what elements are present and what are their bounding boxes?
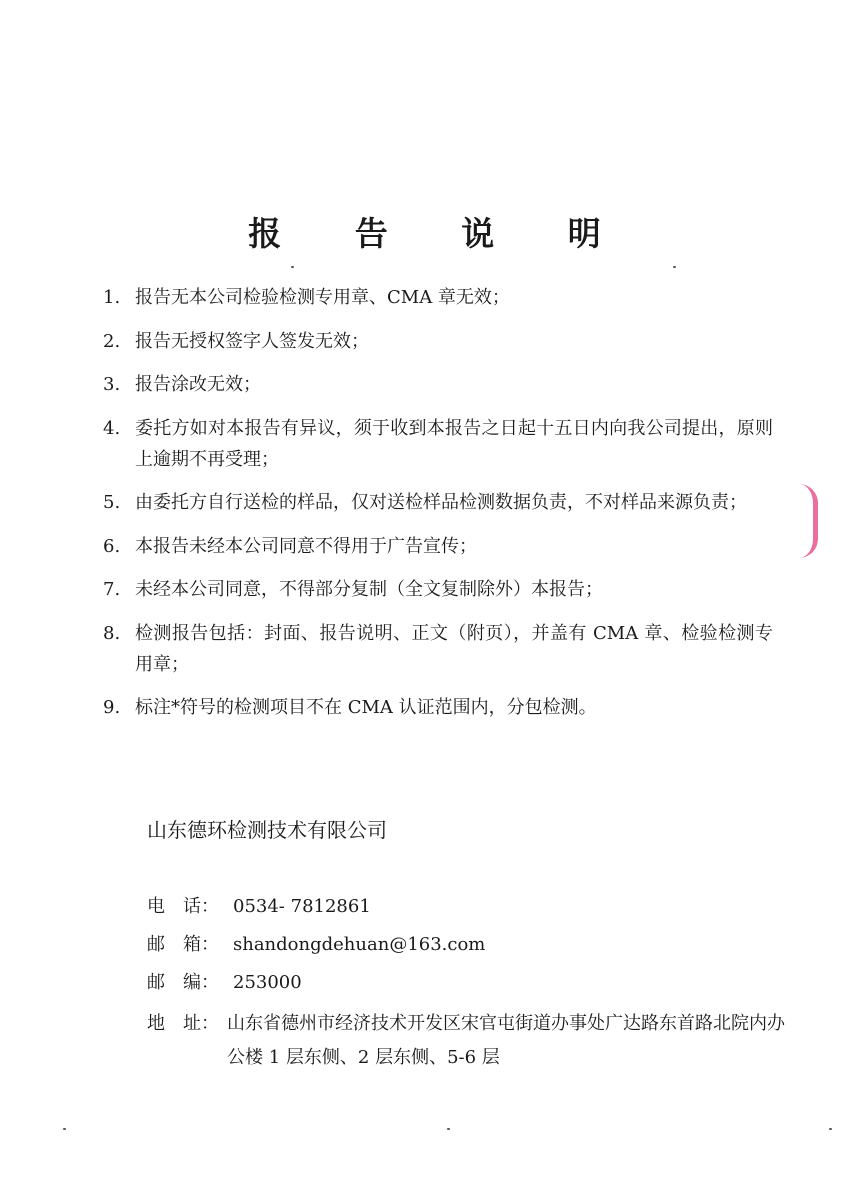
note-number: 6. [103, 535, 121, 557]
note-number: 3. [103, 374, 121, 395]
address-label: 地 址： [147, 1013, 219, 1034]
note-item [103, 574, 773, 605]
note-number: 9. [103, 697, 121, 718]
note-text: 报告无本公司检验检测专用章、CMA 章无效； [135, 287, 510, 308]
note-item [103, 369, 773, 400]
phone-value: 0534- 7812861 [233, 896, 371, 917]
scan-speck [291, 266, 294, 268]
note-text: 本报告未经本公司同意不得用于广告宣传； [135, 535, 477, 557]
note-text: 标注*符号的检测项目不在 CMA 认证范围内，分包检测。 [135, 697, 597, 718]
note-item [103, 326, 773, 357]
note-item [103, 282, 773, 313]
email-label: 邮 箱： [147, 934, 219, 955]
postcode-value: 253000 [233, 972, 302, 993]
note-text: 未经本公司同意，不得部分复制（全文复制除外）本报告； [135, 579, 603, 600]
note-item [103, 692, 773, 723]
scan-speck [63, 1128, 66, 1130]
seal-stamp-edge [799, 484, 818, 558]
note-text: 报告涂改无效； [135, 374, 261, 395]
note-number: 4. [103, 417, 121, 439]
postcode-label: 邮 编： [147, 972, 219, 993]
note-number: 1. [103, 287, 121, 308]
contact-address [147, 1008, 787, 1075]
note-text: 报告无授权签字人签发无效； [135, 330, 369, 352]
note-item [103, 618, 773, 680]
page-title: 报 告 说 明 [248, 214, 632, 253]
address-value: 山东省德州市经济技术开发区宋官屯街道办事处广达路东首路北院内办公楼 1 层东侧、2 层东侧、5-6 层 [227, 1013, 785, 1068]
note-number: 2. [103, 330, 121, 352]
phone-label: 电 话： [147, 896, 219, 917]
contact-postcode [147, 967, 787, 998]
email-value: shandongdehuan@163.com [233, 934, 486, 955]
note-item [103, 413, 773, 475]
note-item [103, 487, 773, 518]
notes-list [103, 282, 773, 736]
note-text: 由委托方自行送检的样品，仅对送检样品检测数据负责，不对样品来源负责； [135, 492, 747, 513]
contact-email [147, 929, 787, 960]
scan-speck [829, 1128, 832, 1130]
contact-phone [147, 891, 787, 922]
scan-speck [447, 1128, 450, 1130]
scan-speck [673, 266, 676, 268]
note-number: 7. [103, 579, 121, 600]
note-number: 8. [103, 622, 121, 644]
company-name: 山东德环检测技术有限公司 [147, 818, 387, 842]
note-text: 检测报告包括：封面、报告说明、正文（附页），并盖有 CMA 章、检验检测专用章； [135, 622, 773, 675]
note-item [103, 531, 773, 562]
note-number: 5. [103, 492, 121, 513]
note-text: 委托方如对本报告有异议，须于收到本报告之日起十五日内向我公司提出，原则上逾期不再受理； [135, 417, 773, 470]
